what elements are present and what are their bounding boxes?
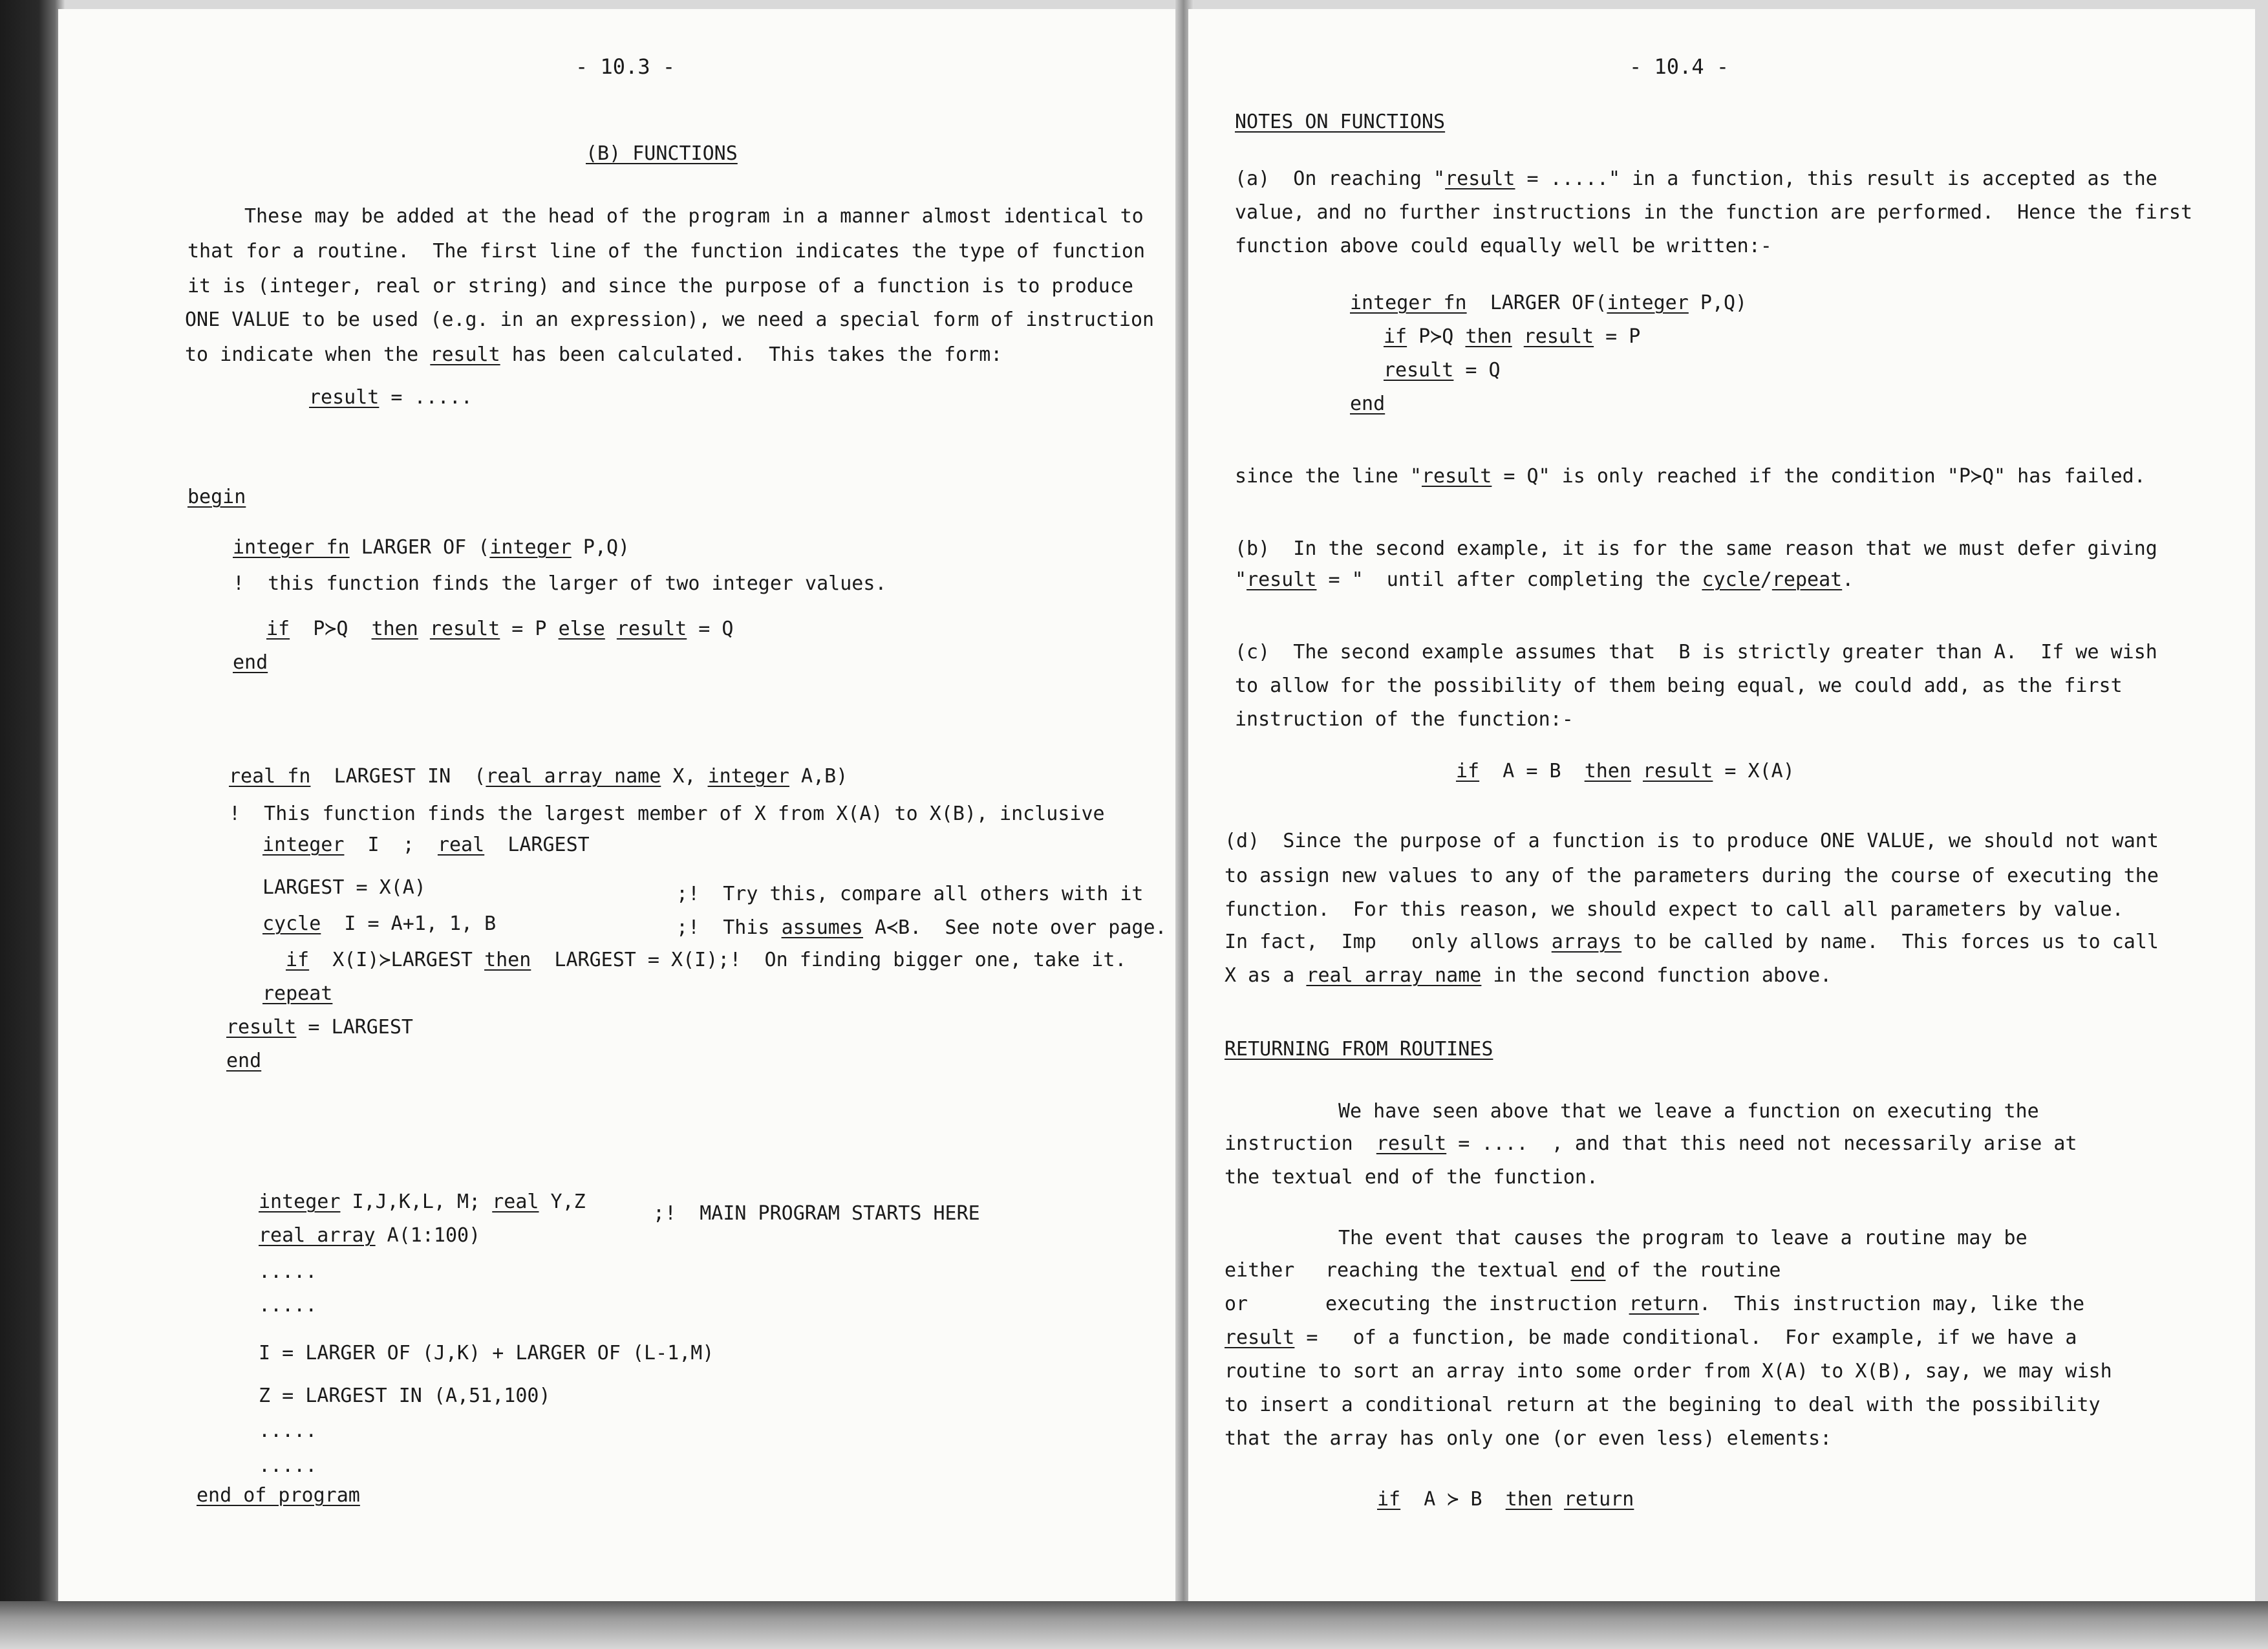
fn2-result-line: result = LARGEST bbox=[226, 1016, 413, 1039]
main-line-largest: Z = LARGEST IN (A,51,100) bbox=[259, 1385, 551, 1407]
note-a-line-3: function above could equally well be written:- bbox=[1235, 235, 1772, 257]
fn2-line-1-comment: ;! Try this, compare all others with it bbox=[676, 883, 1144, 905]
returning-code: if A ≻ B then return bbox=[1377, 1488, 1634, 1511]
main-declarations: integer I,J,K,L, M; real Y,Z bbox=[259, 1191, 586, 1213]
ellipsis-2: ..... bbox=[259, 1294, 317, 1317]
note-b-line-1: (b) In the second example, it is for the same reason that we must defer giving bbox=[1235, 537, 2157, 560]
main-array-decl: real array A(1:100) bbox=[259, 1224, 481, 1247]
note-a-line-2: value, and no further instructions in the function are performed. Hence the first bbox=[1235, 201, 2193, 224]
end-of-program: end of program bbox=[197, 1484, 360, 1507]
note-d-line-2: to assign new values to any of the parameters during the course of executing the bbox=[1225, 865, 2159, 887]
note-a-code-1: integer fn LARGER OF(integer P,Q) bbox=[1350, 292, 1748, 314]
intro-line-4: ONE VALUE to be used (e.g. in an expression), we need a special form of instruction bbox=[185, 308, 1155, 331]
book-binding-edge bbox=[0, 0, 65, 1649]
ellipsis-1: ..... bbox=[259, 1260, 317, 1283]
either-text: reaching the textual end of the routine bbox=[1325, 1259, 1781, 1282]
note-d-line-1: (d) Since the purpose of a function is to produce ONE VALUE, we should not want bbox=[1225, 830, 2159, 852]
or-text: executing the instruction return. This instruction may, like the bbox=[1325, 1293, 2085, 1315]
fn2-line-1-code: LARGEST = X(A) bbox=[262, 876, 426, 899]
note-c-line-3: instruction of the function:- bbox=[1235, 708, 1574, 731]
page-number: - 10.3 - bbox=[575, 54, 676, 79]
fn2-line-2-comment: ;! This assumes A≺B. See note over page. bbox=[676, 916, 1167, 939]
note-a-code-end: end bbox=[1350, 393, 1385, 415]
page-number: - 10.4 - bbox=[1629, 54, 1729, 79]
returning-p1-line-2: instruction result = .... , and that this need not necessarily arise at bbox=[1225, 1132, 2077, 1155]
book-bottom-edge bbox=[0, 1601, 2268, 1649]
left-page bbox=[58, 9, 1180, 1601]
note-d-line-3: function. For this reason, we should expect to call all parameters by value. bbox=[1225, 898, 2124, 921]
or-label: or bbox=[1225, 1293, 1248, 1315]
begin-keyword: begin bbox=[187, 486, 246, 508]
returning-p3-line-4: that the array has only one (or even less) elements: bbox=[1225, 1427, 1832, 1450]
fn2-line-2-code: cycle I = A+1, 1, B bbox=[262, 912, 497, 935]
either-label: either bbox=[1225, 1259, 1295, 1282]
fn2-header: real fn LARGEST IN (real array name X, integer A,B) bbox=[229, 765, 848, 788]
returning-p3-line-2: routine to sort an array into some order from X(A) to X(B), say, we may wish bbox=[1225, 1360, 2112, 1383]
note-c-line-1: (c) The second example assumes that B is strictly greater than A. If we wish bbox=[1235, 641, 2157, 663]
fn1-if-line: if P≻Q then result = P else result = Q bbox=[266, 618, 734, 640]
note-c-code: if A = B then result = X(A) bbox=[1456, 760, 1795, 782]
main-comment: ;! MAIN PROGRAM STARTS HERE bbox=[653, 1202, 980, 1225]
fn2-declarations: integer I ; real LARGEST bbox=[262, 834, 590, 856]
returning-p1-line-3: the textual end of the function. bbox=[1225, 1166, 1598, 1189]
note-a-code-3: result = Q bbox=[1384, 359, 1501, 382]
fn2-comment: ! This function finds the largest member of X from X(A) to X(B), inclusive bbox=[229, 803, 1105, 825]
returning-p3-line-1: result = of a function, be made conditional. For example, if we have a bbox=[1225, 1326, 2077, 1349]
note-b-line-2: "result = " until after completing the cycle/repeat. bbox=[1235, 568, 1854, 591]
ellipsis-4: ..... bbox=[259, 1454, 317, 1477]
returning-p1-line-1: We have seen above that we leave a function on executing the bbox=[1338, 1100, 2039, 1123]
fn2-end: end bbox=[226, 1050, 262, 1072]
main-line-larger: I = LARGER OF (J,K) + LARGER OF (L-1,M) bbox=[259, 1342, 714, 1364]
returning-p2-line-1: The event that causes the program to leave a routine may be bbox=[1338, 1227, 2027, 1249]
intro-line-2: that for a routine. The first line of the function indicates the type of function bbox=[187, 240, 1146, 263]
intro-line-1: These may be added at the head of the program in a manner almost identical to bbox=[244, 205, 1144, 228]
fn1-header: integer fn LARGER OF (integer P,Q) bbox=[233, 536, 630, 559]
note-c-line-2: to allow for the possibility of them being equal, we could add, as the first bbox=[1235, 674, 2123, 697]
returning-heading: RETURNING FROM ROUTINES bbox=[1225, 1038, 1493, 1061]
intro-line-3: it is (integer, real or string) and since the purpose of a function is to produce bbox=[187, 275, 1133, 297]
fn2-line-3: if X(I)≻LARGEST then LARGEST = X(I);! On finding bigger one, take it. bbox=[286, 949, 1127, 971]
fn1-comment: ! this function finds the larger of two integer values. bbox=[233, 572, 887, 595]
right-page bbox=[1188, 9, 2255, 1601]
note-a-line-1: (a) On reaching "result = ....." in a function, this result is accepted as the bbox=[1235, 167, 2157, 190]
note-a-code-2: if P≻Q then result = P bbox=[1384, 325, 1641, 348]
fn2-repeat: repeat bbox=[262, 982, 333, 1005]
ellipsis-3: ..... bbox=[259, 1419, 317, 1442]
note-d-line-5: X as a real array name in the second function above. bbox=[1225, 964, 1832, 987]
fn1-end: end bbox=[233, 651, 268, 674]
returning-p3-line-3: to insert a conditional return at the begining to deal with the possibility bbox=[1225, 1394, 2101, 1416]
note-d-line-4: In fact, Imp only allows arrays to be called by name. This forces us to call bbox=[1225, 931, 2159, 953]
result-form: result = ..... bbox=[309, 386, 473, 409]
intro-line-5: to indicate when the result has been calculated. This takes the form: bbox=[185, 343, 1003, 366]
section-heading: (B) FUNCTIONS bbox=[586, 142, 738, 165]
section-heading: NOTES ON FUNCTIONS bbox=[1235, 111, 1446, 133]
note-a-since-line: since the line "result = Q" is only reached if the condition "P≻Q" has failed. bbox=[1235, 465, 2146, 488]
